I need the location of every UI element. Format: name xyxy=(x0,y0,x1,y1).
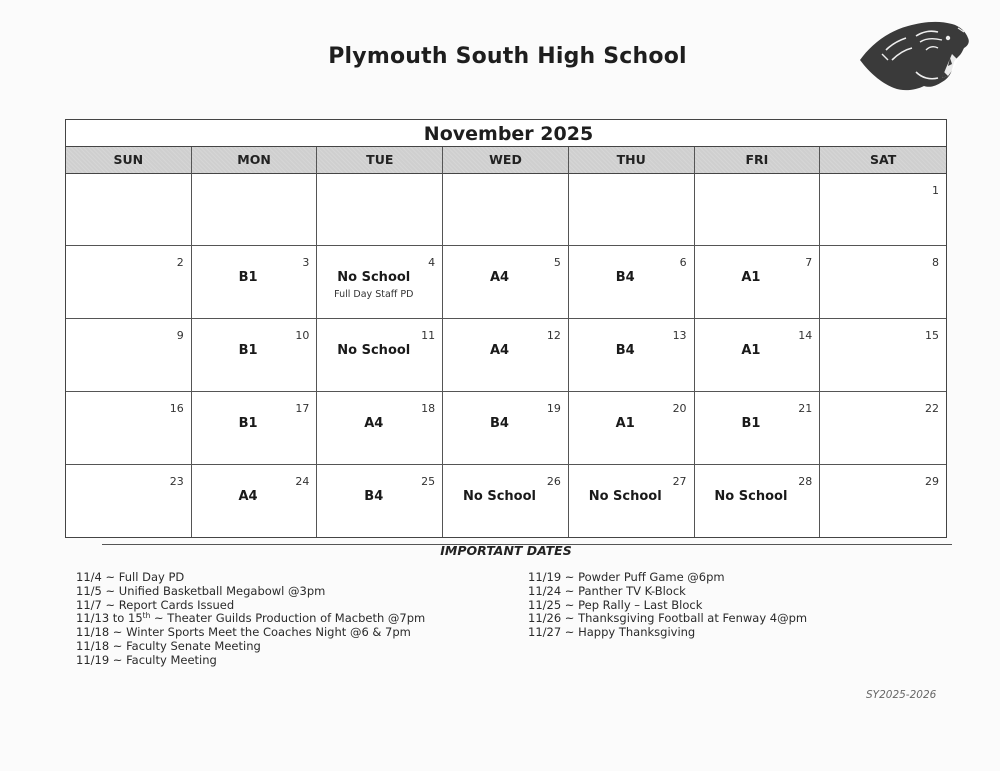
calendar-day-cell xyxy=(317,174,443,246)
calendar-grid xyxy=(66,147,946,174)
schedule-label: B4 xyxy=(615,270,635,285)
calendar-day-cell xyxy=(569,246,695,319)
calendar-day-cell xyxy=(695,319,821,392)
calendar-day-cell xyxy=(66,246,192,319)
calendar-day-cell xyxy=(317,319,443,392)
school-title: Plymouth South High School xyxy=(328,44,687,69)
day-number: 3 xyxy=(302,256,310,269)
weekday-header-sat: SAT xyxy=(820,147,946,174)
schedule-label: B1 xyxy=(238,416,258,431)
day-number: 27 xyxy=(672,475,687,488)
day-number: 19 xyxy=(546,402,561,415)
weekday-header-wed: WED xyxy=(443,147,569,174)
important-dates-list-left xyxy=(76,571,425,668)
calendar-day-cell xyxy=(317,465,443,537)
important-date-item: 11/24 ~ Panther TV K-Block xyxy=(528,583,686,598)
day-number: 9 xyxy=(176,329,184,342)
schedule-label: B4 xyxy=(364,489,384,504)
calendar-day-cell xyxy=(820,465,946,537)
weekday-header-thu: THU xyxy=(569,147,695,174)
panther-logo-icon xyxy=(856,16,972,94)
important-date-item: 11/18 ~ Winter Sports Meet the Coaches Night @6 & 7pm xyxy=(76,625,411,640)
important-date-item: 11/26 ~ Thanksgiving Football at Fenway 4@pm xyxy=(528,611,808,626)
day-number: 13 xyxy=(672,329,687,342)
calendar-day-cell xyxy=(192,246,318,319)
schedule-label: B1 xyxy=(741,416,761,431)
calendar-day-cell xyxy=(192,174,318,246)
day-number: 24 xyxy=(295,475,310,488)
calendar-day-cell xyxy=(569,174,695,246)
important-date-item: 11/19 ~ Faculty Meeting xyxy=(76,652,217,667)
schedule-label: No School xyxy=(337,343,411,358)
day-number: 28 xyxy=(798,475,813,488)
day-number: 18 xyxy=(421,402,436,415)
calendar-day-cell xyxy=(317,246,443,319)
schedule-label: B1 xyxy=(238,270,258,285)
calendar-day-cell xyxy=(66,392,192,465)
calendar-day-cell xyxy=(443,392,569,465)
day-number: 12 xyxy=(546,329,561,342)
calendar-day-cell xyxy=(569,392,695,465)
day-number: 6 xyxy=(679,256,687,269)
calendar xyxy=(65,119,947,538)
schedule-label: B4 xyxy=(490,416,509,431)
schedule-label: A1 xyxy=(741,343,761,358)
day-number: 4 xyxy=(428,256,436,269)
important-dates-list-right xyxy=(528,571,807,640)
day-number: 15 xyxy=(925,329,939,342)
date-text: 11/13 to 15 xyxy=(76,611,143,626)
calendar-day-cell xyxy=(192,465,318,537)
day-number: 29 xyxy=(925,475,939,488)
weekday-header-mon: MON xyxy=(192,147,318,174)
schedule-label: A4 xyxy=(489,270,510,285)
calendar-day-cell xyxy=(820,319,946,392)
schedule-label: A4 xyxy=(489,343,510,358)
day-number: 8 xyxy=(932,256,939,269)
calendar-day-cell xyxy=(820,392,946,465)
month-title: November 2025 xyxy=(66,120,946,147)
calendar-day-cell xyxy=(695,392,821,465)
day-grid xyxy=(66,174,946,537)
calendar-day-cell xyxy=(192,392,318,465)
day-number: 14 xyxy=(798,329,813,342)
calendar-day-cell xyxy=(443,246,569,319)
day-number: 25 xyxy=(421,475,436,488)
schedule-label: No School xyxy=(714,489,788,504)
important-date-item: 11/19 ~ Powder Puff Game @6pm xyxy=(528,570,725,584)
schedule-label: A4 xyxy=(364,416,384,431)
school-year-label: SY2025-2026 xyxy=(866,689,937,701)
day-number: 2 xyxy=(176,256,184,269)
day-number: 17 xyxy=(295,402,310,415)
schedule-label: No School xyxy=(588,489,662,504)
calendar-day-cell xyxy=(820,174,946,246)
day-number: 20 xyxy=(672,402,687,415)
calendar-day-cell xyxy=(569,319,695,392)
weekday-header-sun: SUN xyxy=(66,147,192,174)
calendar-day-cell xyxy=(695,465,821,537)
calendar-day-cell xyxy=(66,319,192,392)
day-number: 26 xyxy=(546,475,561,488)
ordinal-suffix: th xyxy=(142,611,151,621)
calendar-day-cell xyxy=(695,174,821,246)
calendar-day-cell xyxy=(443,465,569,537)
day-number: 5 xyxy=(553,256,561,269)
day-number: 10 xyxy=(295,329,310,342)
day-number: 11 xyxy=(421,329,436,342)
calendar-day-cell xyxy=(443,174,569,246)
important-date-item xyxy=(76,612,425,626)
important-date-item: 11/5 ~ Unified Basketball Megabowl @3pm xyxy=(76,583,326,598)
calendar-day-cell xyxy=(317,392,443,465)
weekday-header-tue: TUE xyxy=(317,147,443,174)
calendar-day-cell xyxy=(66,465,192,537)
calendar-day-cell xyxy=(192,319,318,392)
important-date-item: 11/25 ~ Pep Rally – Last Block xyxy=(528,597,703,612)
schedule-label: B1 xyxy=(238,343,258,358)
weekday-header-fri: FRI xyxy=(695,147,821,174)
calendar-day-cell xyxy=(820,246,946,319)
schedule-note: Full Day Staff PD xyxy=(334,289,414,300)
calendar-day-cell xyxy=(569,465,695,537)
schedule-label: A4 xyxy=(238,489,258,504)
important-date-item: 11/4 ~ Full Day PD xyxy=(76,570,185,584)
day-number: 7 xyxy=(805,256,813,269)
day-number: 21 xyxy=(798,402,813,415)
calendar-day-cell xyxy=(695,246,821,319)
important-date-item: 11/27 ~ Happy Thanksgiving xyxy=(528,625,696,640)
day-number: 23 xyxy=(169,475,184,488)
important-date-item: 11/18 ~ Faculty Senate Meeting xyxy=(76,638,261,653)
event-text: ~ Theater Guilds Production of Macbeth @7pm xyxy=(150,611,426,626)
schedule-label: A1 xyxy=(615,416,635,431)
day-number: 22 xyxy=(925,402,939,415)
important-dates-heading: IMPORTANT DATES xyxy=(440,543,572,558)
day-number: 1 xyxy=(932,184,939,197)
important-date-item: 11/7 ~ Report Cards Issued xyxy=(76,597,235,612)
schedule-label: A1 xyxy=(741,270,761,285)
calendar-day-cell xyxy=(443,319,569,392)
calendar-day-cell xyxy=(66,174,192,246)
schedule-label: No School xyxy=(337,270,411,285)
schedule-label: No School xyxy=(463,489,536,504)
day-number: 16 xyxy=(169,402,184,415)
schedule-label: B4 xyxy=(615,343,635,358)
